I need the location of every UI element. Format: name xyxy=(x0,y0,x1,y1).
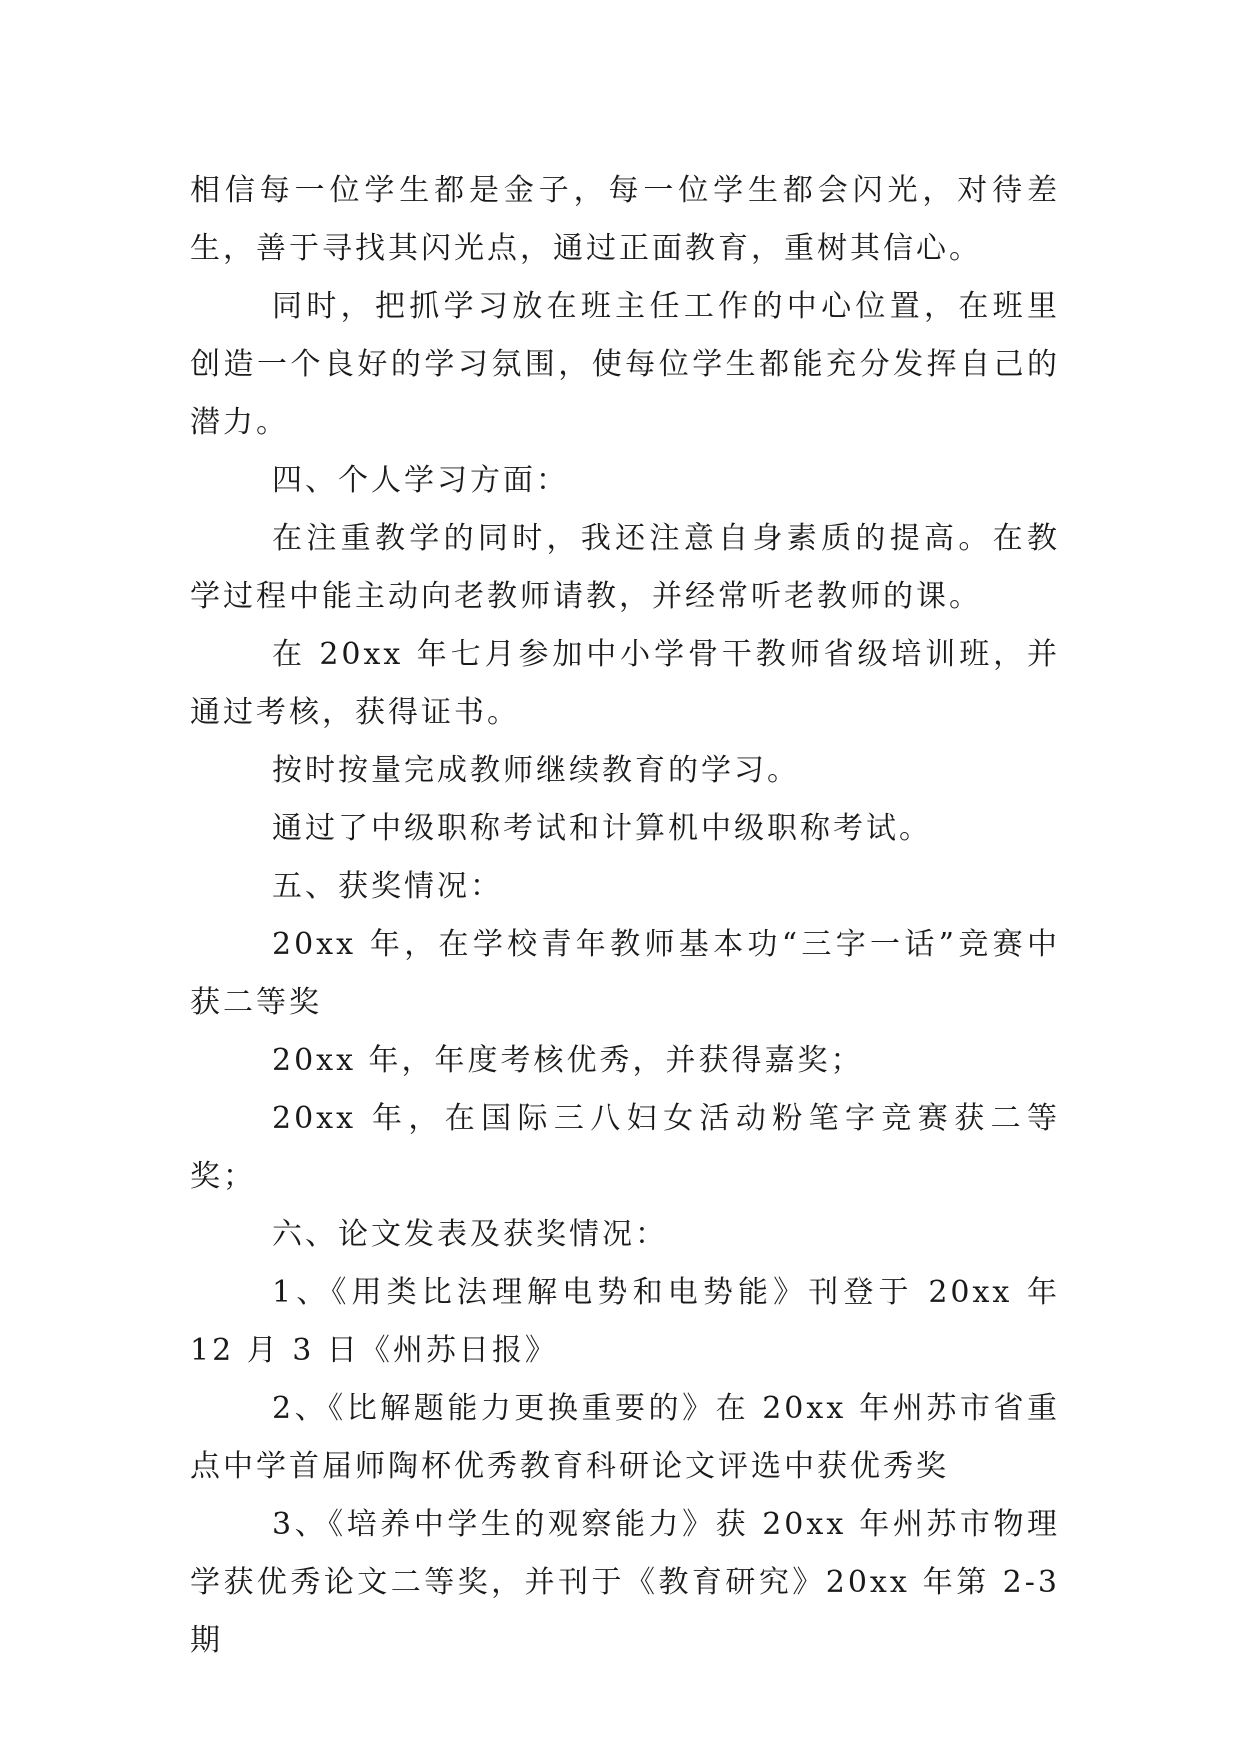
section-heading-5: 五、获奖情况： xyxy=(272,869,503,904)
paragraph-2: 同时，把抓学习放在班主任工作的中心位置，在班里创造一个良好的学习氛围，使每位学生都能充分发挥自己的潜力。 xyxy=(190,289,1060,440)
paragraph-6: 通过了中级职称考试和计算机中级职称考试。 xyxy=(272,811,932,846)
paragraph-3: 在注重教学的同时，我还注意自身素质的提高。在教学过程中能主动向老教师请教，并经常听老教师的课。 xyxy=(190,521,1060,614)
paper-item-1: 1、《用类比法理解电势和电势能》刊登于 20xx 年 12 月 3 日《州苏日报》 xyxy=(190,1275,1060,1368)
award-item-2: 20xx 年，年度考核优秀，并获得嘉奖； xyxy=(272,1043,864,1078)
paper-item-3: 3、《培养中学生的观察能力》获 20xx 年州苏市物理学获优秀论文二等奖，并刊于《教育研究》20xx 年第 2-3 期 xyxy=(190,1507,1060,1658)
paragraph-4: 在 20xx 年七月参加中小学骨干教师省级培训班，并通过考核，获得证书。 xyxy=(190,637,1060,730)
paper-item-2: 2、《比解题能力更换重要的》在 20xx 年州苏市省重点中学首届师陶杯优秀教育科研论文评选中获优秀奖 xyxy=(190,1391,1060,1484)
section-heading-4: 四、个人学习方面： xyxy=(272,463,569,498)
paragraph-1: 相信每一位学生都是金子，每一位学生都会闪光，对待差生，善于寻找其闪光点，通过正面教育，重树其信心。 xyxy=(190,173,1060,266)
paragraph-5: 按时按量完成教师继续教育的学习。 xyxy=(272,753,800,788)
document-body xyxy=(190,162,1060,1670)
section-heading-6: 六、论文发表及获奖情况： xyxy=(272,1217,668,1252)
award-item-1: 20xx 年，在学校青年教师基本功“三字一话”竞赛中获二等奖 xyxy=(190,927,1060,1020)
award-item-3: 20xx 年，在国际三八妇女活动粉笔字竞赛获二等奖； xyxy=(190,1101,1060,1194)
